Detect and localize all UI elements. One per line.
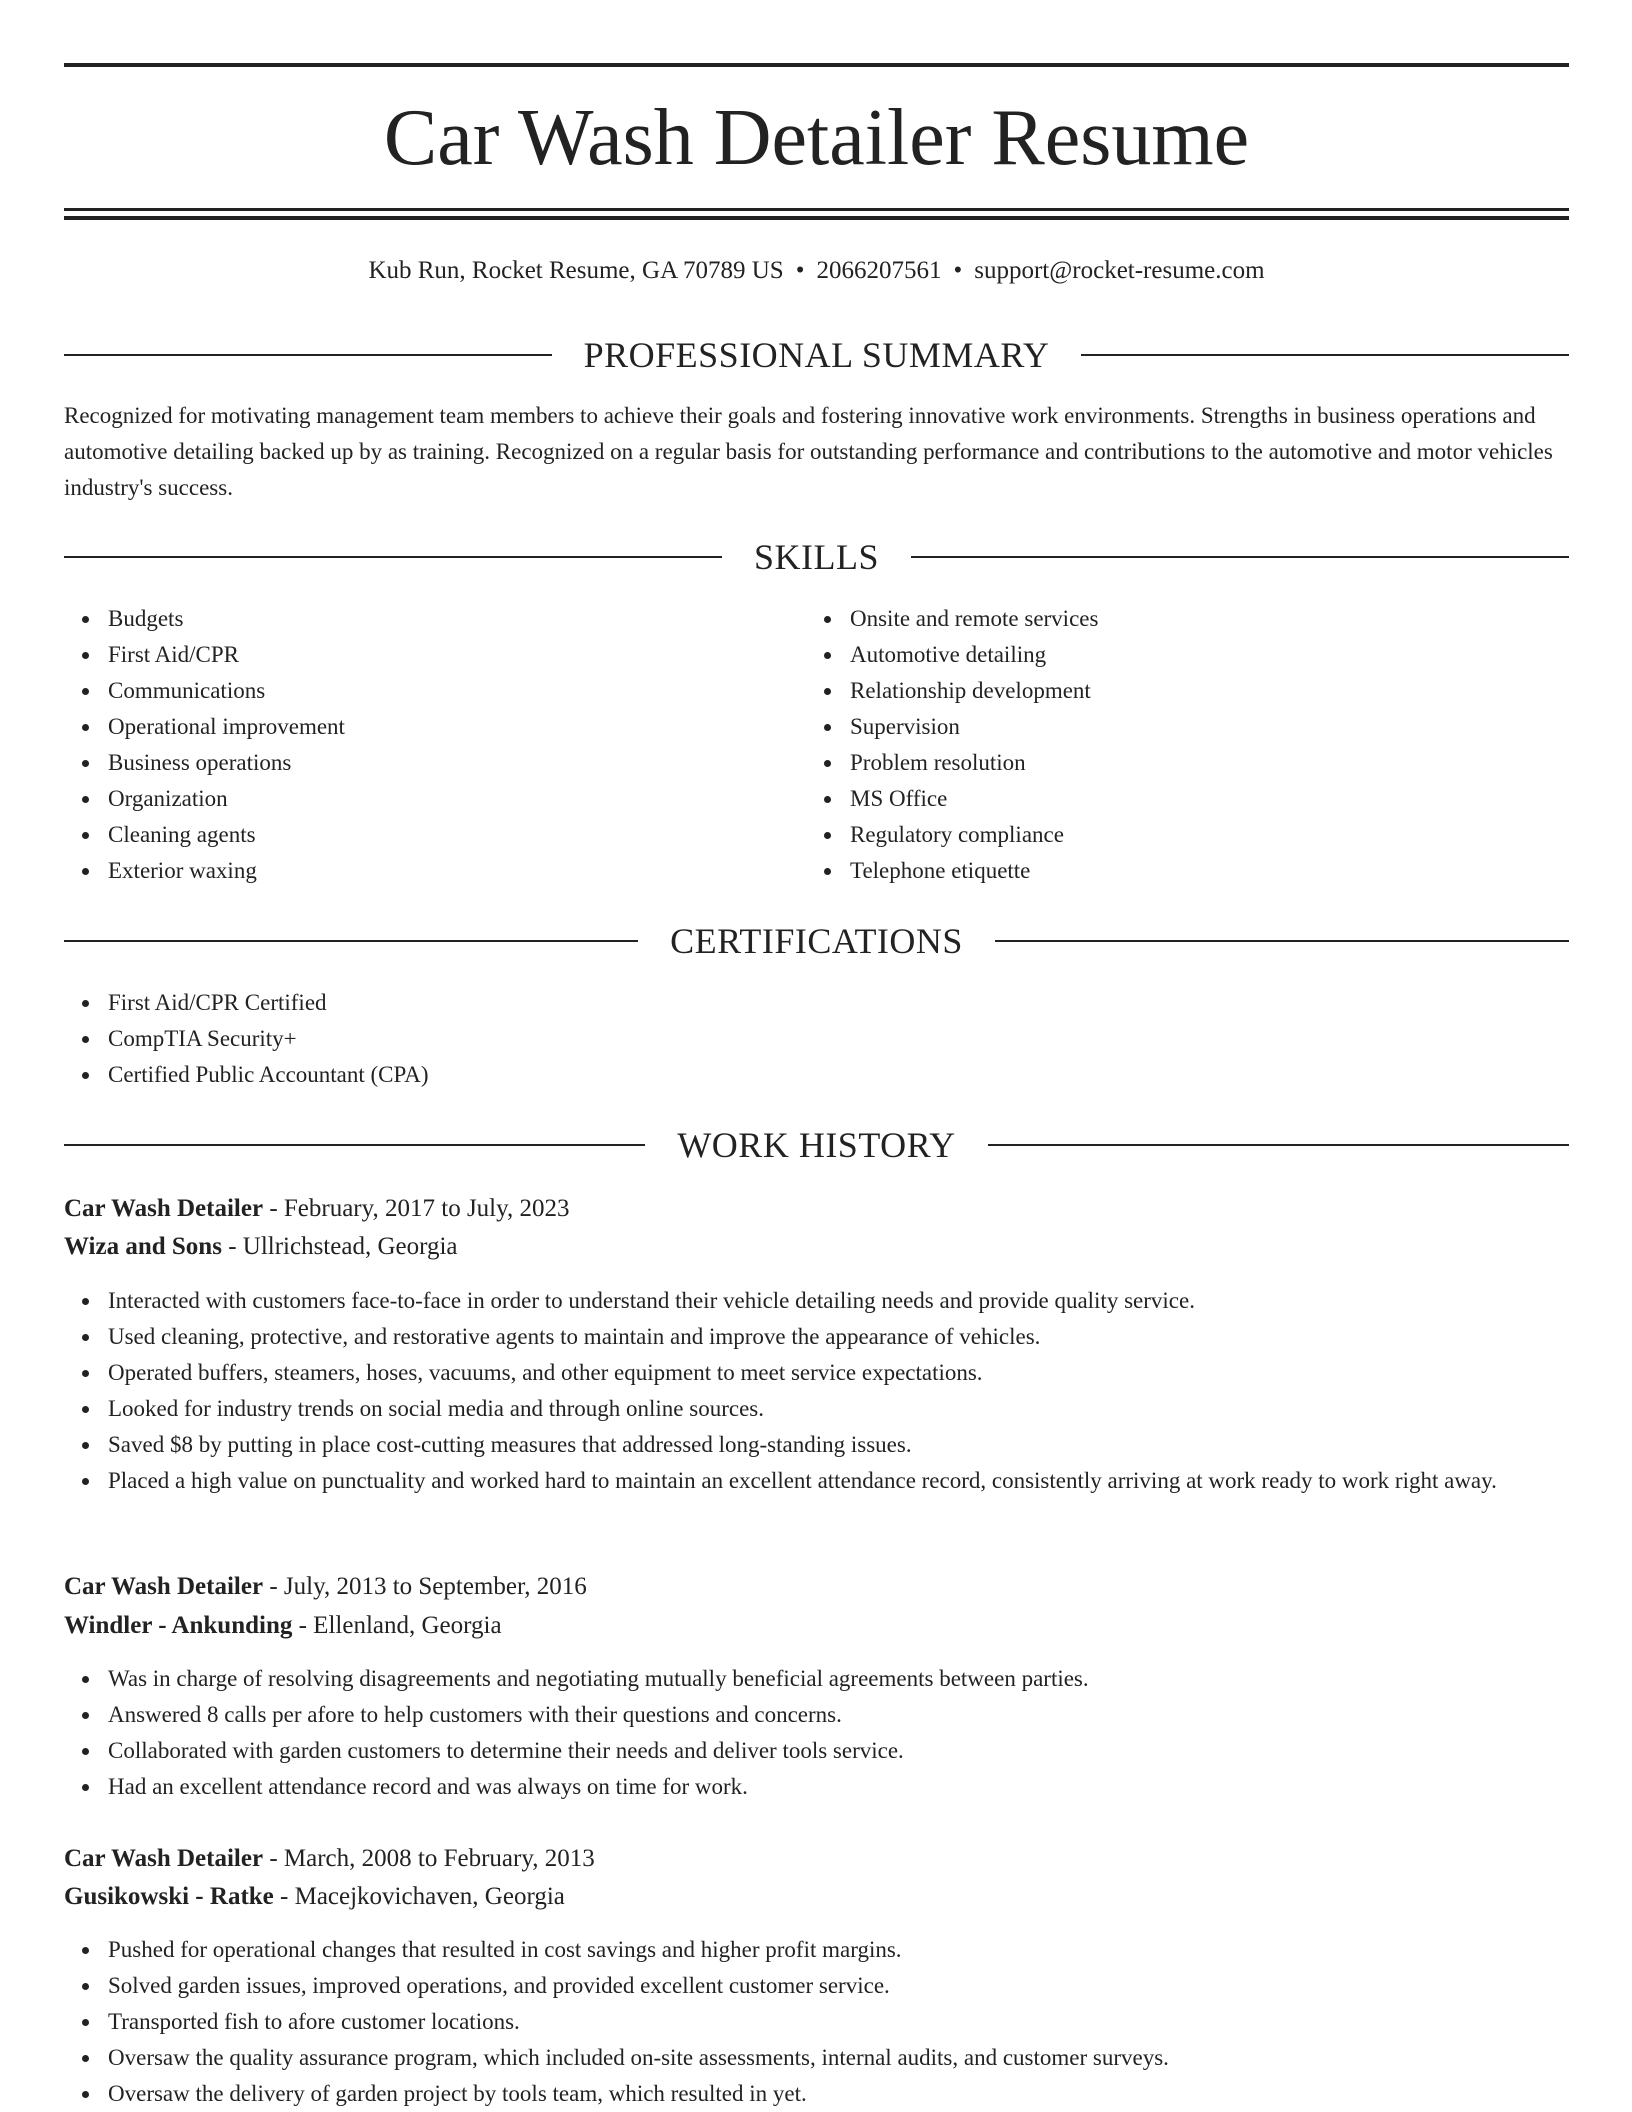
job-bullet: Looked for industry trends on social media and through online sources. [108,1391,1613,1427]
skill-item: Organization [108,781,798,817]
skill-item: MS Office [850,781,1550,817]
work-history-heading [64,1122,1569,1168]
skills-heading [64,534,1569,580]
skill-item: Cleaning agents [108,817,798,853]
job-bullets [64,1661,1613,1805]
contact-phone: 2066207561 [816,257,942,284]
certifications-list [64,985,1568,1093]
skill-item: Automotive detailing [850,637,1550,673]
job-title: Car Wash Detailer [64,1845,264,1872]
job-title-line [64,1568,1569,1606]
job-bullet: Oversaw the delivery of garden project by tools team, which resulted in yet. [108,2076,1613,2112]
job-bullet: Transported fish to afore customer locations. [108,2004,1613,2040]
top-rule [64,63,1569,67]
skills-heading-label: SKILLS [754,537,880,577]
job-title: Car Wash Detailer [64,1573,264,1600]
heading-rule-right [995,940,1569,942]
contact-address: Kub Run, Rocket Resume, GA 70789 US [368,257,784,284]
job-dates: - February, 2017 to July, 2023 [263,1195,570,1222]
job-bullet: Oversaw the quality assurance program, which included on-site assessments, internal audits, and customer surveys. [108,2040,1613,2076]
job-location: - Macejkovichaven, Georgia [273,1883,565,1910]
skill-item: Budgets [108,601,798,637]
resume-title: Car Wash Detailer Resume [383,94,1250,182]
heading-rule-left [64,556,722,558]
skill-item: First Aid/CPR [108,637,798,673]
job-company-line [64,1607,1569,1645]
title-double-rule-lower [64,216,1569,220]
job-location: - Ellenland, Georgia [292,1612,502,1639]
job-location: - Ullrichstead, Georgia [221,1233,458,1260]
title-double-rule-upper [64,208,1569,211]
skill-item: Problem resolution [850,745,1550,781]
job-company: Wiza and Sons [64,1233,222,1260]
certification-item: CompTIA Security+ [108,1021,1568,1057]
certification-item: First Aid/CPR Certified [108,985,1568,1021]
job-bullet: Collaborated with garden customers to determine their needs and deliver tools service. [108,1733,1613,1769]
job-bullet: Was in charge of resolving disagreements and negotiating mutually beneficial agreements between parties. [108,1661,1613,1697]
job-bullet: Used cleaning, protective, and restorative agents to maintain and improve the appearance of vehicles. [108,1319,1613,1355]
skill-item: Telephone etiquette [850,853,1550,889]
certification-item: Certified Public Accountant (CPA) [108,1057,1568,1093]
heading-rule-right [988,1144,1569,1146]
heading-rule-left [64,354,552,356]
contact-separator: • [953,257,963,284]
job-title: Car Wash Detailer [64,1195,264,1222]
certifications-heading-label: CERTIFICATIONS [670,921,963,961]
skill-item: Exterior waxing [108,853,798,889]
skills-list-left [64,601,798,889]
skill-item: Regulatory compliance [850,817,1550,853]
skill-item: Business operations [108,745,798,781]
skill-item: Communications [108,673,798,709]
skill-item: Onsite and remote services [850,601,1550,637]
job-title-line [64,1840,1569,1878]
skill-item: Relationship development [850,673,1550,709]
job-company-line [64,1228,1569,1266]
job-bullet: Placed a high value on punctuality and worked hard to maintain an excellent attendance record, consistently arriving at work ready to work right away. [108,1463,1613,1499]
summary-text: Recognized for motivating management team members to achieve their goals and fostering innovative work environments. Strengths in business operations and automotive detailing backed up by as training. Recognized on a regular basis for outstanding performance and contributions to the automotive and motor vehicles industry's success. [64,403,1553,500]
job-bullet: Had an excellent attendance record and was always on time for work. [108,1769,1613,1805]
contact-line [64,254,1569,288]
job-bullets [64,1932,1613,2112]
job-company: Gusikowski - Ratke [64,1883,274,1910]
summary-heading [64,332,1569,378]
heading-rule-left [64,1144,645,1146]
job-bullets [64,1283,1613,1499]
contact-separator: • [795,257,805,284]
skills-list-right [806,601,1550,889]
job-bullet: Saved $8 by putting in place cost-cutting measures that addressed long-standing issues. [108,1427,1613,1463]
job-dates: - March, 2008 to February, 2013 [263,1845,595,1872]
contact-email: support@rocket-resume.com [974,257,1265,284]
heading-rule-right [1081,354,1569,356]
skill-item: Operational improvement [108,709,798,745]
summary-heading-label: PROFESSIONAL SUMMARY [583,335,1050,375]
job-bullet: Solved garden issues, improved operations, and provided excellent customer service. [108,1968,1613,2004]
heading-rule-left [64,940,638,942]
heading-rule-right [911,556,1569,558]
certifications-heading [64,918,1569,964]
job-bullet: Pushed for operational changes that resulted in cost savings and higher profit margins. [108,1932,1613,1968]
job-dates: - July, 2013 to September, 2016 [263,1573,587,1600]
work-history-heading-label: WORK HISTORY [677,1125,956,1165]
skill-item: Supervision [850,709,1550,745]
job-bullet: Interacted with customers face-to-face in order to understand their vehicle detailing needs and provide quality service. [108,1283,1613,1319]
job-company-line [64,1878,1569,1916]
job-bullet: Operated buffers, steamers, hoses, vacuums, and other equipment to meet service expectations. [108,1355,1613,1391]
job-company: Windler - Ankunding [64,1612,293,1639]
job-bullet: Answered 8 calls per afore to help customers with their questions and concerns. [108,1697,1613,1733]
job-title-line [64,1190,1569,1228]
